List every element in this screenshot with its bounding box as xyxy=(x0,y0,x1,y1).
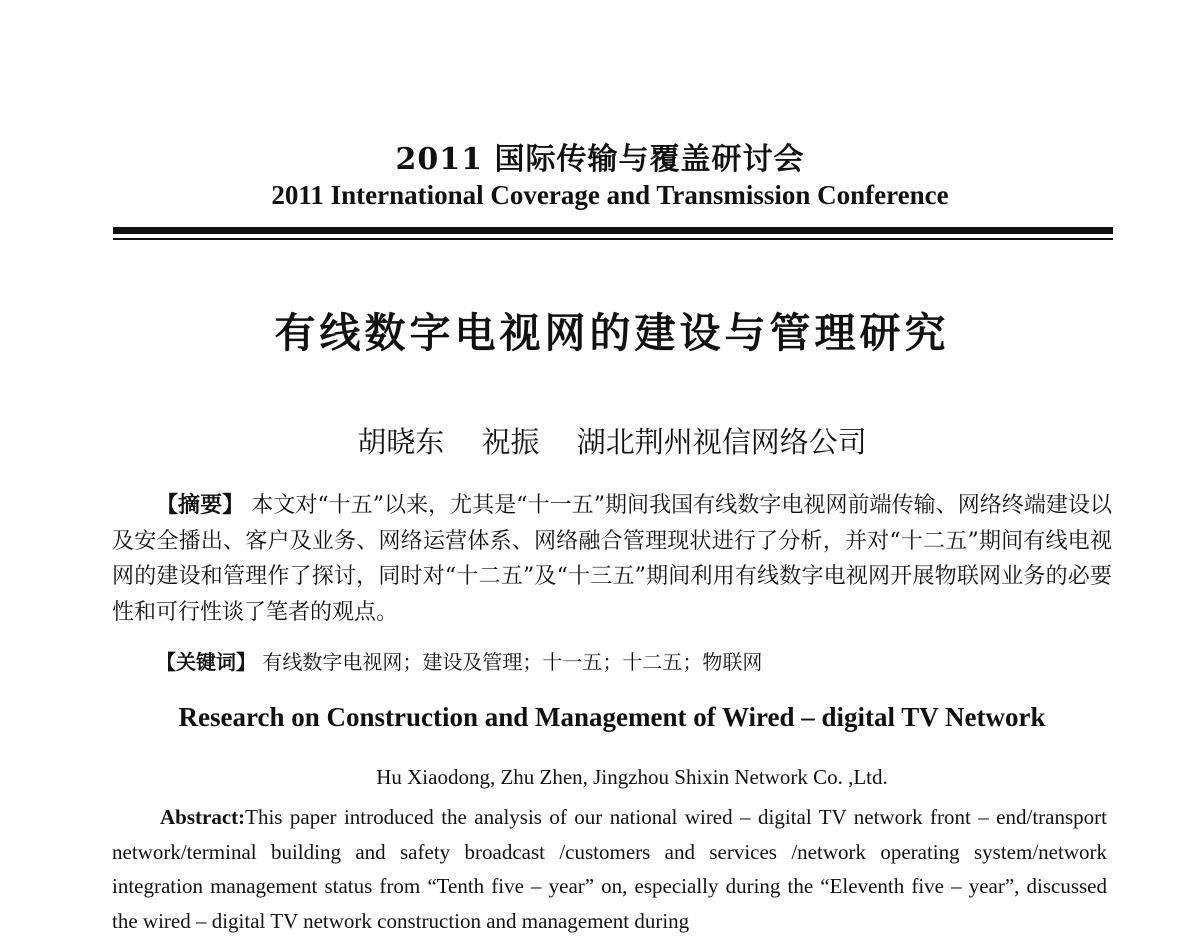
keywords-cn xyxy=(156,646,1116,675)
abstract-label-en: Abstract: xyxy=(160,805,246,829)
header-rule-thin xyxy=(113,238,1113,240)
authors-en: Hu Xiaodong, Zhu Zhen, Jingzhou Shixin Network Co. ,Ltd. xyxy=(376,765,888,789)
header-rule-thick xyxy=(113,227,1113,234)
abstract-cn xyxy=(112,488,1112,630)
abstract-body-en: This paper introduced the analysis of our national wired – digital TV network front – end/transport network/terminal building and safety broadcast /customers and services /network operating system/network integration management status from “Tenth five – year” on, especially during the “Eleventh five – year”, discussed the wired – digital TV network construction and management during xyxy=(112,805,1107,933)
paper-title-en: Research on Construction and Management of Wired – digital TV Network xyxy=(178,702,1046,732)
keywords-body-cn: 有线数字电视网；建设及管理；十一五；十二五；物联网 xyxy=(262,650,763,674)
affiliation-cn: 湖北荆州视信网络公司 xyxy=(576,425,867,459)
keywords-label-cn: 【关键词】 xyxy=(156,650,256,674)
abstract-en xyxy=(112,800,1107,938)
conference-title-cn: 2011 国际传输与覆盖研讨会 xyxy=(395,142,805,177)
conference-title-en: 2011 International Coverage and Transmission Conference xyxy=(271,180,949,210)
paper-title-cn: 有线数字电视网的建设与管理研究 xyxy=(274,309,950,357)
authors-cn xyxy=(0,420,1200,461)
author-1-cn: 胡晓东 xyxy=(357,425,445,459)
abstract-label-cn: 【摘要】 xyxy=(156,493,245,518)
author-2-cn: 祝振 xyxy=(481,425,540,459)
abstract-body-cn: 本文对“十五”以来，尤其是“十一五”期间我国有线数字电视网前端传输、网络终端建设以及安全播出、客户及业务、网络运营体系、网络融合管理现状进行了分析，并对“十二五”期间有线电视网的建设和管理作了探讨，同时对“十二五”及“十三五”期间利用有线数字电视网开展物联网业务的必要性和可行性谈了笔者的观点。 xyxy=(112,493,1112,625)
